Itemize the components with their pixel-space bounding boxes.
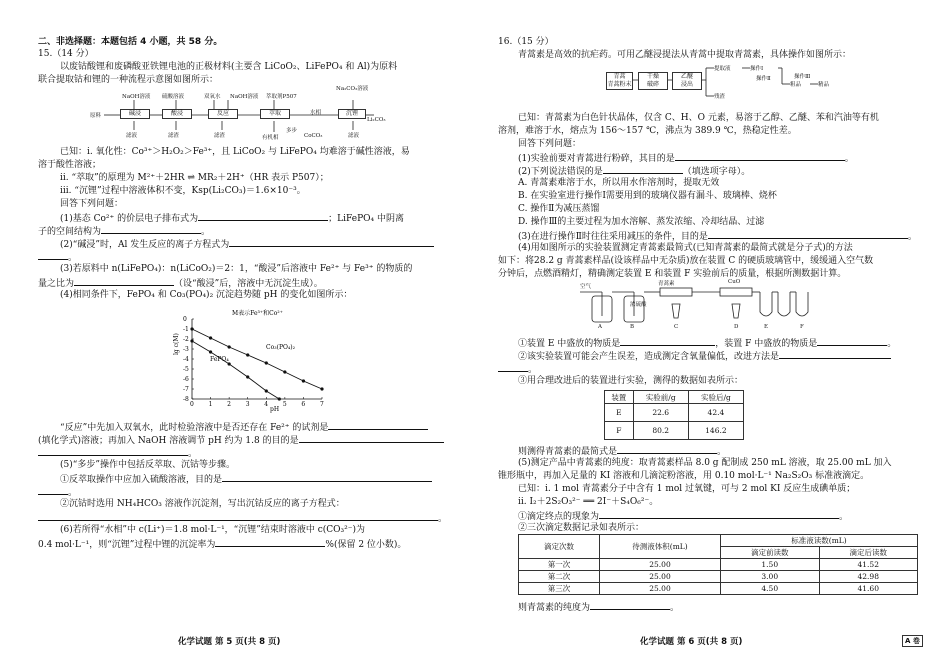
chart-y-tick-label: -3	[183, 346, 189, 353]
flow-start: 原料	[90, 113, 102, 119]
flow-op3: 操作Ⅲ	[794, 74, 811, 80]
chart-point	[209, 350, 212, 353]
flow-step: 酸浸	[162, 109, 192, 119]
q16-5e: ①滴定终点的现象为 。	[518, 509, 848, 523]
q15-5a: ①反萃取操作中应加入硫酸溶液，目的是	[60, 472, 432, 486]
answer-blank[interactable]	[620, 336, 715, 346]
apparatus-cuo: CuO	[728, 279, 741, 285]
q16-answer: 回答下列问题：	[518, 139, 582, 149]
answer-blank[interactable]	[617, 444, 717, 454]
q16-4c: 分钟后，点燃酒精灯，精确测定装置 E 和装置 F 实验前后的质量，根据所测数据计算。	[498, 269, 847, 279]
q16-flow-diagram	[606, 62, 836, 108]
chart-x-tick-label: 2	[227, 401, 231, 408]
flow-out: 滤渣	[214, 133, 226, 139]
chart-ylabel: lg c(M)	[173, 333, 180, 355]
q16-4a: (4)用如图所示的实验装置测定青蒿素最简式(已知青蒿素的最简式就是分子式)的方法	[518, 243, 853, 253]
q15-4: (4)相同条件下，FePO₄ 和 Co₃(PO₄)₂ 沉淀趋势随 pH 的变化如图所示：	[60, 290, 353, 300]
q16-purity: 则青蒿素的纯度为 。	[518, 600, 679, 614]
chart-point	[302, 379, 305, 382]
table-row: 第二次 25.00 3.00 42.98	[519, 571, 918, 583]
known-4: ⅲ. “沉锂”过程中溶液体积不变，Ksp(Li₂CO₃)＝1.6×10⁻³。	[60, 186, 306, 196]
flow-crude: 粗品	[790, 82, 802, 88]
chart-point	[246, 375, 249, 378]
table-header: 滴定次数	[519, 535, 600, 559]
answer-blank[interactable]	[603, 164, 683, 174]
answer-blank[interactable]	[215, 537, 325, 547]
table-header: 滴定后读数	[819, 547, 918, 559]
flow-op1: 操作Ⅰ	[750, 66, 764, 72]
q16-option-a: A. 青蒿素难溶于水，所以用水作溶剂时，提取无效	[518, 178, 720, 188]
known-2: 溶于酸性溶液；	[38, 160, 102, 170]
q16-5c: 已知：ⅰ. 1 mol 青蒿素分子中含有 1 mol 过氧键，可与 2 mol KI 反应生成碘单质；	[518, 484, 856, 494]
flow-out: 滤液	[348, 133, 360, 139]
chart-point	[190, 327, 193, 330]
q16-known-2: 溶剂，难溶于水，熔点为 156～157 ℃，沸点为 389.9 ℃，热稳定性差。	[498, 126, 797, 136]
table-row: 第一次 25.00 1.50 41.52	[519, 559, 918, 571]
apparatus-label: F	[800, 324, 804, 330]
q16-4b: 如下：将28.2 g 青蒿素样品(设该样品中无杂质)放在装置 C 的硬质玻璃管中，缓缓通入空气数	[498, 256, 874, 266]
page-footer-right: 化学试题 第 6 页(共 8 页)	[640, 637, 743, 647]
q15-4a: “反应”中先加入双氧水，此时检验溶液中是否还存在 Fe²⁺ 的试剂是	[60, 420, 428, 434]
series-label-co: Co₃(PO₄)₂	[266, 344, 296, 351]
answer-blank[interactable]	[817, 336, 887, 346]
chart-point	[278, 397, 281, 400]
q16-intro: 青蒿素是高效的抗疟药。可用乙醚浸提法从青蒿中提取青蒿素，具体操作如图所示：	[518, 50, 852, 60]
chart-y-tick-label: -6	[183, 376, 189, 383]
flow-out: 有机相	[262, 135, 279, 141]
chart-y-tick-label: 0	[183, 316, 187, 323]
q16-3: (3)在进行操作Ⅱ时往往采用减压的条件，目的是 。	[518, 229, 917, 243]
flow-step: 反应	[208, 109, 238, 119]
precipitation-chart	[170, 303, 340, 413]
flow-op2: 操作Ⅱ	[756, 76, 771, 82]
q15-2-cont: 。	[38, 250, 77, 264]
q15-1: (1)基态 Co²⁺ 的价层电子排布式为 ；LiFePO₄ 中阴离	[60, 211, 404, 225]
right-page	[478, 0, 950, 659]
answer-blank[interactable]	[38, 446, 188, 456]
chart-point	[320, 387, 323, 390]
flow-residue: 残渣	[714, 94, 726, 100]
chart-x-tick-label: 1	[208, 401, 213, 408]
q15-4b: (填化学式)溶液；再加入 NaOH 溶液调节 pH 约为 1.8 的目的是	[38, 433, 444, 447]
table-header: 标准液读数(mL)	[721, 535, 918, 547]
apparatus-label: A	[598, 324, 602, 330]
known-1: 已知：ⅰ. 氧化性：Co³⁺＞H₂O₂＞Fe³⁺，且 LiCoO₂ 与 LiFePO₄ 均难溶于碱性溶液，易	[60, 147, 410, 157]
table-header: 实验前/g	[633, 391, 688, 404]
q16-1: (1)实验前要对青蒿进行粉碎，其目的是 。	[518, 151, 854, 165]
paper-version-tag: A 卷	[902, 635, 923, 647]
known-3: ⅱ. “萃取”的原理为 M²⁺＋2HR ⇌ MR₂＋2H⁺（HR 表示 P507）；	[60, 173, 329, 183]
q15-flow-diagram	[90, 86, 386, 142]
answer-prompt: 回答下列问题：	[60, 199, 124, 209]
chart-x-tick-label: 5	[282, 401, 287, 408]
flow-reagent: NaOH溶液	[230, 94, 259, 100]
q16-option-d: D. 操作Ⅲ的主要过程为加水溶解、蒸发浓缩、冷却结晶、过滤	[518, 217, 765, 227]
flow-reagent: NaOH溶液	[122, 94, 151, 100]
apparatus-diagram	[580, 279, 816, 332]
chart-title: M表示Fe³⁺和Co²⁺	[232, 310, 283, 317]
answer-blank[interactable]	[675, 151, 845, 161]
flow-step: 萃取	[260, 109, 290, 119]
q15-2: (2)“碱浸”时，Al 发生反应的离子方程式为	[60, 237, 434, 251]
q15-6b: 0.4 mol·L⁻¹，则“沉锂”过程中锂的沉淀率为 %(保留 2 位小数)。	[38, 537, 406, 551]
flow-box-ether: 乙醚 浸出	[672, 72, 702, 90]
q15-heading: 15.（14 分）	[38, 49, 94, 59]
chart-y-tick-label: -4	[183, 356, 189, 363]
q16-known-1: 已知：青蒿素为白色针状晶体，仅含 C、H、O 元素，易溶于乙醇、乙醚、苯和汽油等有机	[518, 113, 879, 123]
chart-y-tick-label: -1	[183, 326, 189, 333]
q15-5a-cont: 。	[38, 485, 77, 499]
q16-4-s3: ③用合理改进后的装置进行实验，测得的数据如表所示：	[518, 376, 744, 386]
answer-blank[interactable]	[590, 600, 670, 610]
q16-heading: 16.（15 分）	[498, 37, 554, 47]
q15-5: (5)“多步”操作中包括反萃取、沉钴等步骤。	[60, 460, 235, 470]
table-header: 待测液体积(mL)	[600, 535, 721, 559]
q16-5b: 锥形瓶中，再加入足量的 KI 溶液和几滴淀粉溶液，用 0.10 mol·L⁻¹ Na₂S₂O₃ 标准液滴定。	[498, 471, 870, 481]
q16-4-s1: ①装置 E 中盛放的物质是 ，装置 F 中盛放的物质是 。	[518, 336, 896, 350]
answer-blank[interactable]	[38, 485, 68, 495]
chart-x-tick-label: 3	[245, 401, 250, 408]
chart-y-tick-label: -2	[183, 336, 189, 343]
table-row: 第三次 25.00 4.50 41.60	[519, 583, 918, 595]
answer-blank[interactable]	[101, 224, 201, 234]
answer-blank[interactable]	[498, 362, 528, 372]
flow-extract: 提取液	[714, 66, 731, 72]
chart-x-tick-label: 0	[190, 401, 194, 408]
table-row: F 80.2 146.2	[605, 422, 744, 440]
chart-x-tick-label: 4	[264, 401, 269, 408]
apparatus-sample: 青蒿素	[658, 281, 675, 287]
q15-3a: (3)若原料中 n(LiFePO₄)：n(LiCoO₂)＝2：1，“酸浸”后溶液中 Fe²⁺ 与 Fe³⁺ 的物质的	[60, 264, 413, 274]
q15-1c: 子的空间结构为 。	[38, 224, 210, 238]
chart-y-tick-label: -5	[183, 366, 189, 373]
apparatus-label: D	[734, 324, 739, 330]
apparatus-label: B	[630, 324, 635, 330]
page-footer-left: 化学试题 第 5 页(共 8 页)	[178, 637, 281, 647]
q15-3b: 量之比为 （设“酸浸”后，溶液中无沉淀生成）。	[38, 276, 323, 290]
chart-point	[246, 353, 249, 356]
q16-4-s2-cont: 。	[498, 362, 537, 376]
flow-step: 碱浸	[120, 109, 150, 119]
q15-5b-cont: 。	[38, 511, 447, 525]
answer-blank[interactable]	[708, 229, 908, 239]
flow-out: 滤渣	[168, 133, 180, 139]
answer-blank[interactable]	[38, 511, 438, 521]
flow-fine: 精品	[818, 82, 830, 88]
answer-blank[interactable]	[229, 237, 434, 247]
titration-table	[518, 534, 918, 595]
flow-reagent: Na₂CO₃溶液	[336, 86, 369, 92]
apparatus-drawing	[580, 282, 816, 332]
flow-step: 沉锂	[338, 109, 366, 119]
chart-x-tick-label: 6	[301, 401, 306, 408]
q16-option-c: C. 操作Ⅱ为减压蒸馏	[518, 204, 600, 214]
q15-intro-1: 以废钴酸锂和废磷酸亚铁锂电池的正极材料(主要含 LiCoO₂、LiFePO₄ 和 Al)为原料	[60, 62, 398, 72]
chart-point	[190, 339, 193, 342]
table-header: 装置	[605, 391, 634, 404]
chart-y-tick-label: -7	[183, 386, 189, 393]
flow-mid: 水相	[310, 110, 322, 116]
table-header: 滴定前读数	[721, 547, 820, 559]
flow-reagent: 双氧水	[204, 94, 221, 100]
section-heading: 二、非选择题：本题包括 4 小题，共 58 分。	[38, 37, 223, 47]
table-header: 实验后/g	[688, 391, 743, 404]
apparatus-acid: 浓硫酸	[630, 302, 647, 308]
flow-reagent: 硫酸溶液	[162, 94, 185, 100]
apparatus-air: 空气	[580, 284, 592, 290]
q15-6a: (6)若所得“水相”中 c(Li⁺)＝1.8 mol·L⁻¹，“沉锂”结束时溶液中 c(CO₃²⁻)为	[60, 525, 366, 535]
q16-4-s2: ②该实验装置可能会产生误差，造成测定含氧量偏低，改进方法是	[518, 349, 891, 363]
apparatus-label: E	[764, 324, 769, 330]
flow-reagent: 萃取剂P507	[266, 94, 297, 100]
chart-y-tick-label: -8	[183, 396, 189, 403]
chart-point	[265, 361, 268, 364]
flow-out: 滤液	[126, 133, 138, 139]
flow-box-qinghao: 青蒿 青蒿粉末	[607, 73, 632, 88]
series-label-fe: FePO₄	[210, 356, 229, 363]
answer-blank[interactable]	[299, 433, 444, 443]
table-row: E 22.6 42.4	[605, 404, 744, 422]
q16-2: (2)下列说法错误的是 （填选项字母）。	[518, 164, 750, 178]
q16-option-b: B. 在实验室进行操作Ⅰ需要用到的玻璃仪器有漏斗、玻璃棒、烧杯	[518, 191, 777, 201]
q16-5d: ⅱ. I₂＋2S₂O₃²⁻ ══ 2I⁻＋S₄O₆²⁻。	[518, 497, 659, 507]
chart-point	[283, 370, 286, 373]
answer-blank[interactable]	[38, 250, 68, 260]
chart-point	[228, 345, 231, 348]
q15-4c: 。	[38, 446, 197, 460]
flow-mid: 多步	[286, 128, 298, 134]
chart-x-tick-label: 7	[320, 401, 324, 408]
q15-5b: ②沉钴时选用 NH₄HCO₃ 溶液作沉淀剂，写出沉钴反应的离子方程式：	[60, 499, 345, 509]
answer-blank[interactable]	[328, 420, 428, 430]
q16-5a: (5)测定产品中青蒿素的纯度：取青蒿素样品 8.0 g 配制成 250 mL 溶液，取 25.00 mL 加入	[518, 458, 892, 468]
q16-5f: ②三次滴定数据记录如表所示：	[518, 523, 645, 533]
q15-intro-2: 联合提取钴和锂的一种流程示意图如图所示：	[38, 75, 219, 85]
chart-xlabel: pH	[270, 406, 280, 413]
answer-blank[interactable]	[599, 509, 839, 519]
flow-box-dry: 干燥 破碎	[638, 72, 668, 90]
chart-point	[265, 389, 268, 392]
answer-blank[interactable]	[779, 349, 891, 359]
answer-blank[interactable]	[198, 211, 328, 221]
flow-end: Li₂CO₃	[367, 117, 386, 123]
chart-point	[209, 336, 212, 339]
answer-blank[interactable]	[222, 472, 432, 482]
q16-formula: 则测得青蒿素的最简式是 。	[518, 444, 726, 458]
mass-table	[604, 390, 744, 440]
flow-mid: CoCO₃	[304, 133, 323, 139]
answer-blank[interactable]	[74, 276, 174, 286]
apparatus-label: C	[674, 324, 679, 330]
